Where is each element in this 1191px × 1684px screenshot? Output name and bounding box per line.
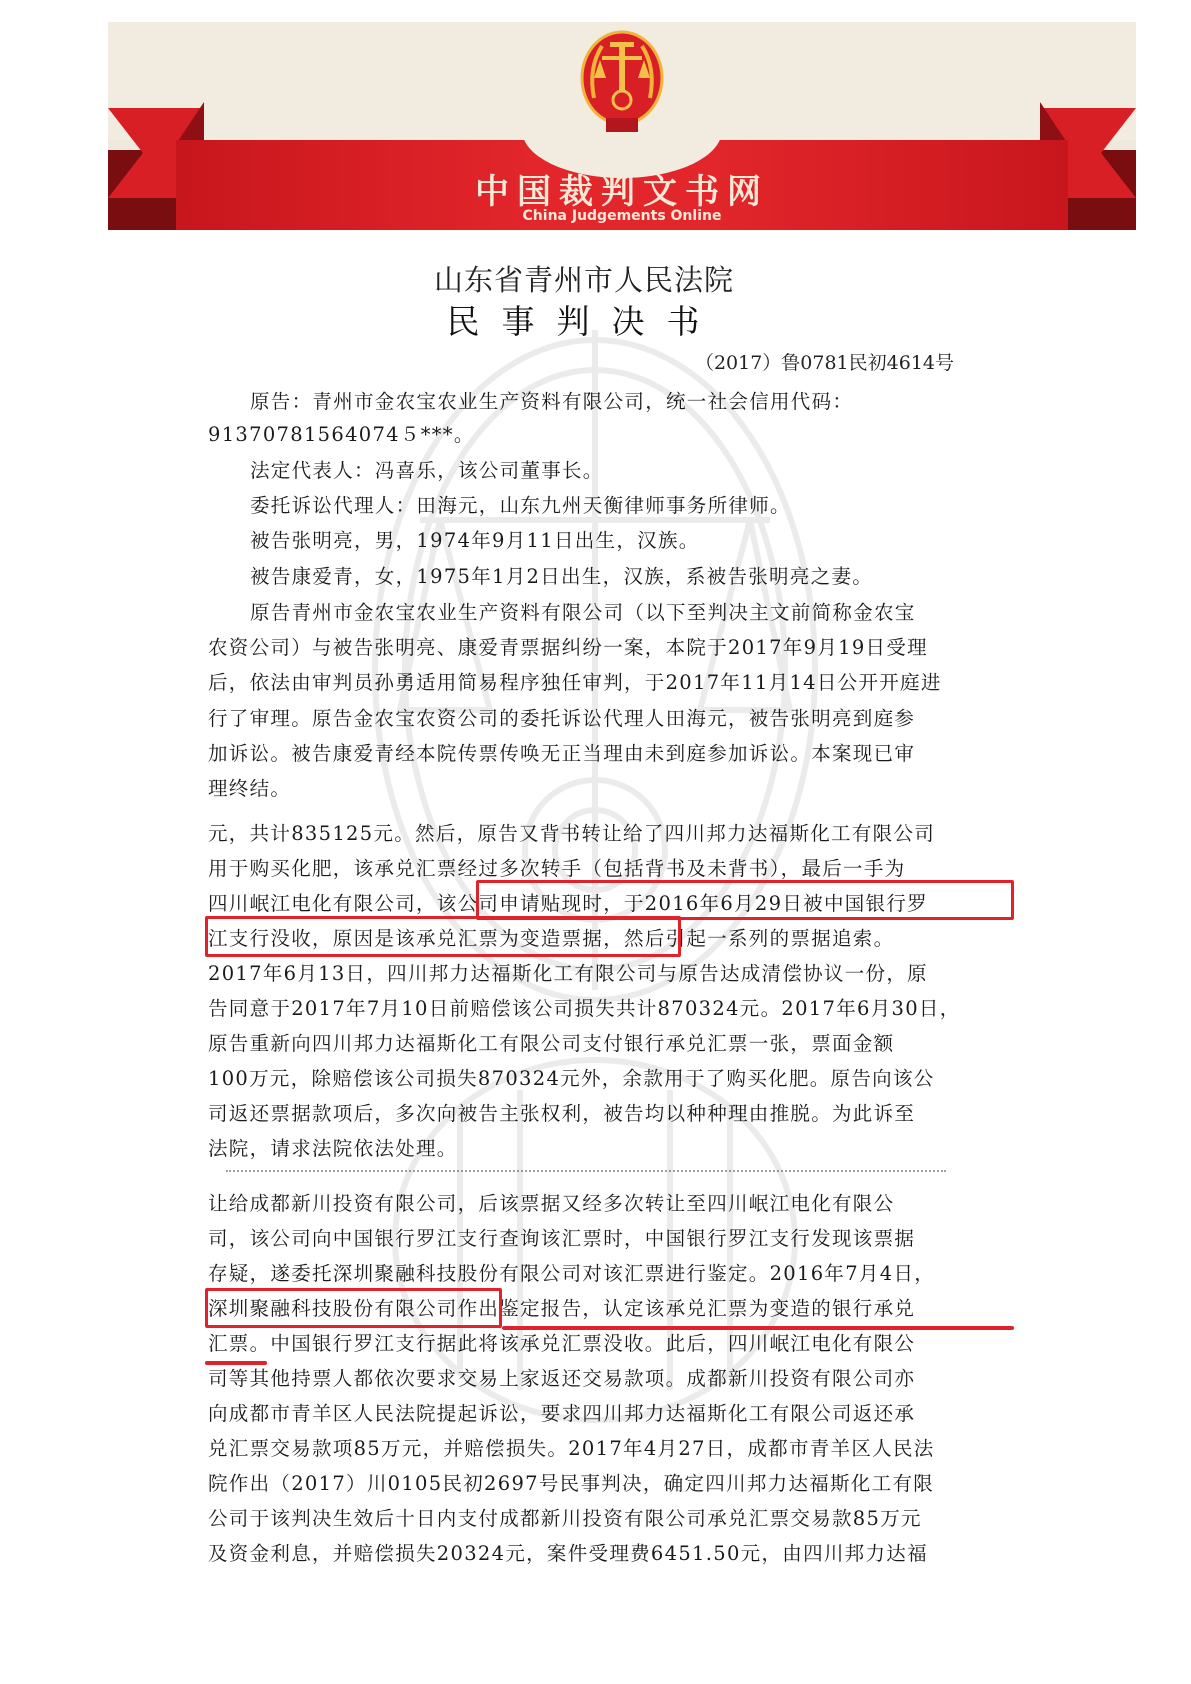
paragraph-line: 91370781564074５***。 xyxy=(208,423,475,446)
paragraph-line: 向成都市青羊区人民法院提起诉讼，要求四川邦力达福斯化工有限公司返还承 xyxy=(208,1402,916,1425)
paragraph-line: 原告青州市金农宝农业生产资料有限公司（以下至判决主文前简称金农宝 xyxy=(250,601,916,624)
paragraph-line: 司，该公司向中国银行罗江支行查询该汇票时，中国银行罗江支行发现该票据 xyxy=(208,1227,916,1250)
highlight-box-altered-bill xyxy=(205,916,681,957)
page-cut-divider xyxy=(226,1170,946,1176)
paragraph-line: 原告：青州市金农宝农业生产资料有限公司，统一社会信用代码： xyxy=(250,390,854,413)
paragraph-line: 院作出（2017）川0105民初2697号民事判决，确定四川邦力达福斯化工有限 xyxy=(208,1472,935,1495)
highlight-box-discount-confiscation xyxy=(476,880,1014,920)
paragraph-line: 行了审理。原告金农宝农资公司的委托诉讼代理人田海元，被告张明亮到庭参 xyxy=(208,707,916,730)
paragraph-line: 被告张明亮，男，1974年9月11日出生，汉族。 xyxy=(250,529,700,552)
paragraph-line: 元，共计835125元。然后，原告又背书转让给了四川邦力达福斯化工有限公司 xyxy=(208,822,936,845)
paragraph-line: 后，依法由审判员孙勇适用简易程序独任审判，于2017年11月14日公开开庭进 xyxy=(208,671,942,694)
underline-appraisal-report xyxy=(502,1326,1014,1330)
site-subtitle: China Judgements Online xyxy=(522,208,722,224)
case-number: （2017）鲁0781民初4614号 xyxy=(694,352,954,374)
document-type-title: 民事判决书 xyxy=(446,302,722,341)
paragraph-line: 委托诉讼代理人：田海元，山东九州天衡律师事务所律师。 xyxy=(250,494,791,517)
paragraph-line: 被告康爱青，女，1975年1月2日出生，汉族，系被告张明亮之妻。 xyxy=(250,565,874,588)
paragraph-line: 江支行没收，原因是该承兑汇票为变造票据，然后引起一系列的票据追索。 xyxy=(208,927,895,950)
paragraph-line: 深圳聚融科技股份有限公司作出鉴定报告，认定该承兑汇票为变造的银行承兑 xyxy=(208,1297,916,1320)
paragraph-line: 让给成都新川投资有限公司，后该票据又经多次转让至四川岷江电化有限公 xyxy=(208,1192,895,1215)
paragraph-line: 法院，请求法院依法处理。 xyxy=(208,1137,458,1160)
paragraph-line: 公司于该判决生效后十日内支付成都新川投资有限公司承兑汇票交易款85万元 xyxy=(208,1507,922,1530)
paragraph-line: 司返还票据款项后，多次向被告主张权利，被告均以种种理由推脱。为此诉至 xyxy=(208,1102,916,1125)
paragraph-line: 100万元，除赔偿该公司损失870324元外，余款用于了购买化肥。原告向该公 xyxy=(208,1067,935,1090)
paragraph-line: 告同意于2017年7月10日前赔偿该公司损失共计870324元。2017年6月30日， xyxy=(208,997,961,1020)
underline-bill xyxy=(205,1361,267,1365)
paragraph-line: 汇票。中国银行罗江支行据此将该承兑汇票没收。此后，四川岷江电化有限公 xyxy=(208,1332,916,1355)
paragraph-line: 2017年6月13日，四川邦力达福斯化工有限公司与原告达成清偿协议一份，原 xyxy=(208,962,928,985)
paragraph-line: 原告重新向四川邦力达福斯化工有限公司支付银行承兑汇票一张，票面金额 xyxy=(208,1032,895,1055)
paragraph-line: 理终结。 xyxy=(208,777,292,800)
site-title: 中国裁判文书网 xyxy=(475,172,769,212)
paragraph-line: 兑汇票交易款项85万元，并赔偿损失。2017年4月27日，成都市青羊区人民法 xyxy=(208,1437,935,1460)
site-header-banner xyxy=(108,22,1136,230)
highlight-box-appraisal-company xyxy=(205,1288,502,1328)
paragraph-line: 司等其他持票人都依次要求交易上家返还交易款项。成都新川投资有限公司亦 xyxy=(208,1367,916,1390)
paragraph-line: 四川岷江电化有限公司，该公司申请贴现时，于2016年6月29日被中国银行罗 xyxy=(208,892,928,915)
paragraph-line: 用于购买化肥，该承兑汇票经过多次转手（包括背书及未背书），最后一手为 xyxy=(208,857,906,880)
paragraph-line: 存疑，遂委托深圳聚融科技股份有限公司对该汇票进行鉴定。2016年7月4日， xyxy=(208,1262,936,1285)
paragraph-line: 及资金利息，并赔偿损失20324元，案件受理费6451.50元，由四川邦力达福 xyxy=(208,1542,928,1565)
court-name: 山东省青州市人民法院 xyxy=(433,263,734,297)
court-emblem-icon xyxy=(574,28,670,138)
paragraph-line: 法定代表人：冯喜乐，该公司董事长。 xyxy=(250,459,604,482)
paragraph-line: 农资公司）与被告张明亮、康爱青票据纠纷一案，本院于2017年9月19日受理 xyxy=(208,636,928,659)
paragraph-line: 加诉讼。被告康爱青经本院传票传唤无正当理由未到庭参加诉讼。本案现已审 xyxy=(208,742,916,765)
